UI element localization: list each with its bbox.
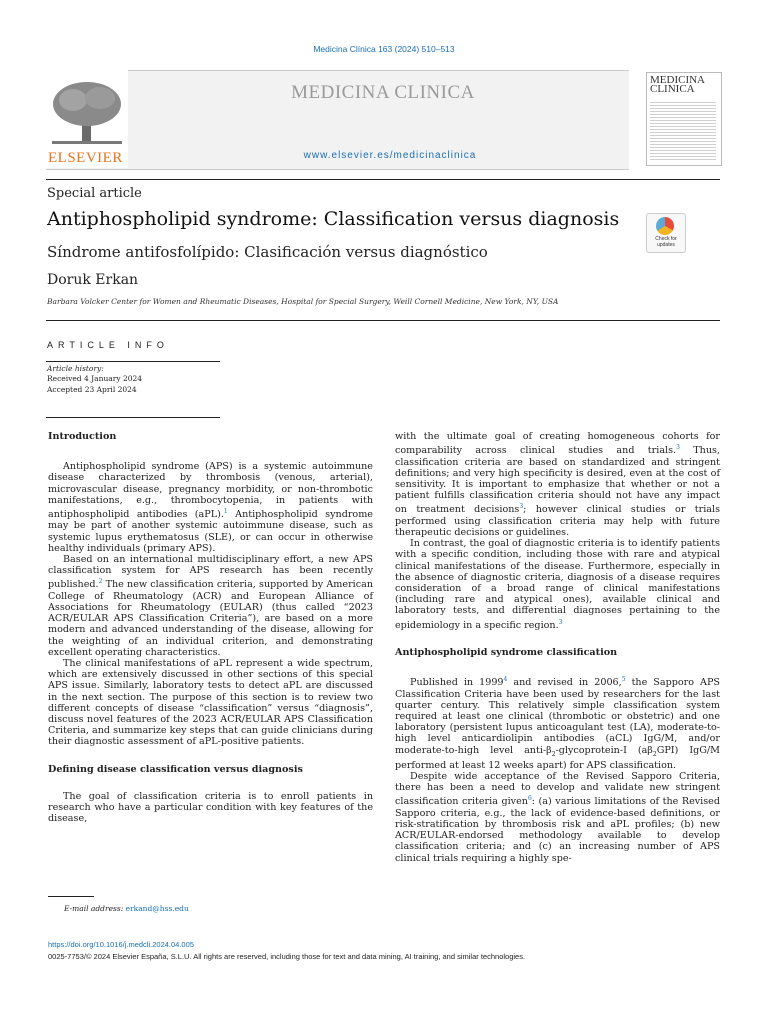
- journal-homepage-link[interactable]: www.elsevier.es/medicinaclinica: [303, 150, 477, 161]
- article-type: Special article: [47, 186, 142, 201]
- article-info-divider-top: [46, 361, 220, 362]
- title-divider: [46, 320, 720, 321]
- cover-text-lines: [650, 100, 716, 160]
- section-heading-aps-classification: Antiphospholipid syndrome classification: [395, 647, 618, 659]
- citation-link[interactable]: 1: [223, 508, 228, 516]
- header-divider: [46, 179, 720, 180]
- citation-link[interactable]: 2: [98, 578, 103, 586]
- article-info-heading: ARTICLE INFO: [47, 340, 169, 350]
- intro-paragraph-3: The clinical manifestations of aPL represent a wide spectrum, which are extensively discussed in other sections of this special APS issue. Similarly, laboratory tests to detect aPL are discussed in the next section. The purpose of this section is to review two different concepts of disease “classification” versus “diagnosis”, discuss novel features of the 2023 ACR/EULAR APS Classification Criteria, and summarize key steps that can guide clinicians during their diagnostic assessment of aPL-positive patients.: [48, 658, 373, 748]
- article-title: Antiphospholipid syndrome: Classification versus diagnosis: [47, 208, 620, 230]
- author-email-link[interactable]: erkand@hss.edu: [125, 904, 189, 913]
- right-text-column: [395, 431, 720, 864]
- footnote-divider: [48, 896, 94, 897]
- accepted-date: Accepted 23 April 2024: [47, 385, 137, 394]
- copyright-notice: 0025-7753/© 2024 Elsevier España, S.L.U. All rights are reserved, including those for text and data mining, AI training, and similar technologies.: [48, 952, 526, 961]
- doi-link[interactable]: https://doi.org/10.1016/j.medcli.2024.04.005: [48, 940, 194, 949]
- author-name: Doruk Erkan: [47, 272, 139, 288]
- citation-link[interactable]: 4: [503, 676, 508, 684]
- check-updates-label: Check for updates: [655, 236, 677, 248]
- received-date: Received 4 January 2024: [47, 374, 143, 383]
- citation-link[interactable]: 6: [527, 795, 532, 803]
- citation-link[interactable]: 3: [558, 618, 563, 626]
- article-info-divider-bottom: [46, 417, 220, 418]
- intro-paragraph-1: Antiphospholipid syndrome (APS) is a systemic autoimmune disease characterized by thrombosis (venous, arterial), microvascular disease, pregnancy morbidity, or non-thrombotic manifestations, e.g., thrombocytopenia, in patients with antiphospholipid antibodies (aPL).$^1$ Antiphospholipid syndrome may be part of another systemic autoimmune disease, such as systemic lupus erythematosus (SLE), or can occur in otherwise healthy individuals (primary APS).: [48, 461, 373, 554]
- email-label: E-mail address:: [64, 904, 124, 913]
- elsevier-tree-logo-icon: [48, 78, 126, 148]
- section-heading-introduction: Introduction: [48, 431, 117, 442]
- defining-paragraph-1: The goal of classification criteria is to enroll patients in research who have a particular condition with key features of the disease,: [48, 790, 373, 825]
- citation-link[interactable]: 5: [621, 676, 626, 684]
- left-text-column: [48, 431, 373, 824]
- journal-citation-link[interactable]: Medicina Clínica 163 (2024) 510–513: [313, 44, 455, 54]
- citation-link[interactable]: 3: [676, 444, 680, 452]
- elsevier-wordmark: ELSEVIER: [48, 150, 123, 166]
- intro-paragraph-2: Based on an international multidisciplinary effort, a new APS classification system for APS research has been recently published.$^2$ The new classification criteria, supported by American College of Rheumatology (ACR) and European Alliance of Associations for Rheumatology (EULAR) (thus called “2023 ACR/EULAR APS Classification Criteria”), are based on a more modern and advanced understanding of the disease, allowing for the weighting of an individual criterion, and demonstrating excellent operating characteristics.: [48, 554, 373, 658]
- article-subtitle: Síndrome antifosfolípido: Clasificación versus diagnóstico: [47, 243, 488, 261]
- author-affiliation: Barbara Volcker Center for Women and Rheumatic Diseases, Hospital for Special Surgery, Weill Cornell Medicine, New York, NY, USA: [47, 297, 559, 306]
- defining-paragraph-2: with the ultimate goal of creating homogeneous cohorts for comparability across clinical studies and trials.$^3$ Thus, classification criteria are based on standardized and stringent definitions; and very high specificity is desired, even at the cost of sensitivity. It is important to emphasize that whether or not a patient fulfills classification criteria should not have any impact on treatment decisions$^3$; however clinical studies or trials performed using classification criteria may help with future therapeutic decisions or guidelines.: [395, 431, 721, 538]
- cover-title: MEDICINA CLINICA: [650, 74, 705, 95]
- journal-banner-title: MEDICINA CLINICA: [291, 82, 475, 103]
- classification-paragraph-2: Despite wide acceptance of the Revised Sapporo Criteria, there has been a need to develop and validate new stringent classification criteria given$^6$: (a) various limitations of the Revised Sapporo criteria, e.g., the lack of evidence-based definitions, or risk-stratification by thrombosis risk and aPL profiles; (b) new ACR/EULAR-endorsed methodology available to develop classification criteria; and (c) an increasing number of APS clinical trials requiring a highly spe-: [395, 770, 720, 864]
- classification-paragraph-1: Published in 1999$^4$ and revised in 2006,$^5$ the Sapporo APS Classification Criteria have been used by researchers for the last quarter century. This relatively simple classification system required at least one clinical (thrombotic or obstetric) and one laboratory (persistent lupus anticoagulant test (LA), moderate-to-high level anticardiolipin antibodies (aCL) IgG/M, and/or moderate-to-high level anti-$\beta_2-glycoprotein-I$ $(a\beta_2GPI)$ IgG/M performed at least 12 weeks apart) for APS classification.: [395, 676, 720, 771]
- citation-link[interactable]: 3: [519, 503, 524, 511]
- section-heading-defining: Defining disease classification versus diagnosis: [48, 763, 303, 775]
- check-updates-icon: [656, 217, 674, 235]
- article-history-label: Article history:: [47, 364, 104, 373]
- defining-paragraph-3: In contrast, the goal of diagnostic criteria is to identify patients with a specific condition, including those with rare and atypical clinical manifestations of the disease. Furthermore, especially in the absence of diagnostic criteria, diagnosis of a disease requires consideration of a broad range of clinical manifestations (including rare and atypical ones), available clinical and laboratory tests, and differential diagnoses pertaining to the epidemiology in a specific region.$^3$: [395, 538, 720, 631]
- email-footnote: [64, 904, 189, 913]
